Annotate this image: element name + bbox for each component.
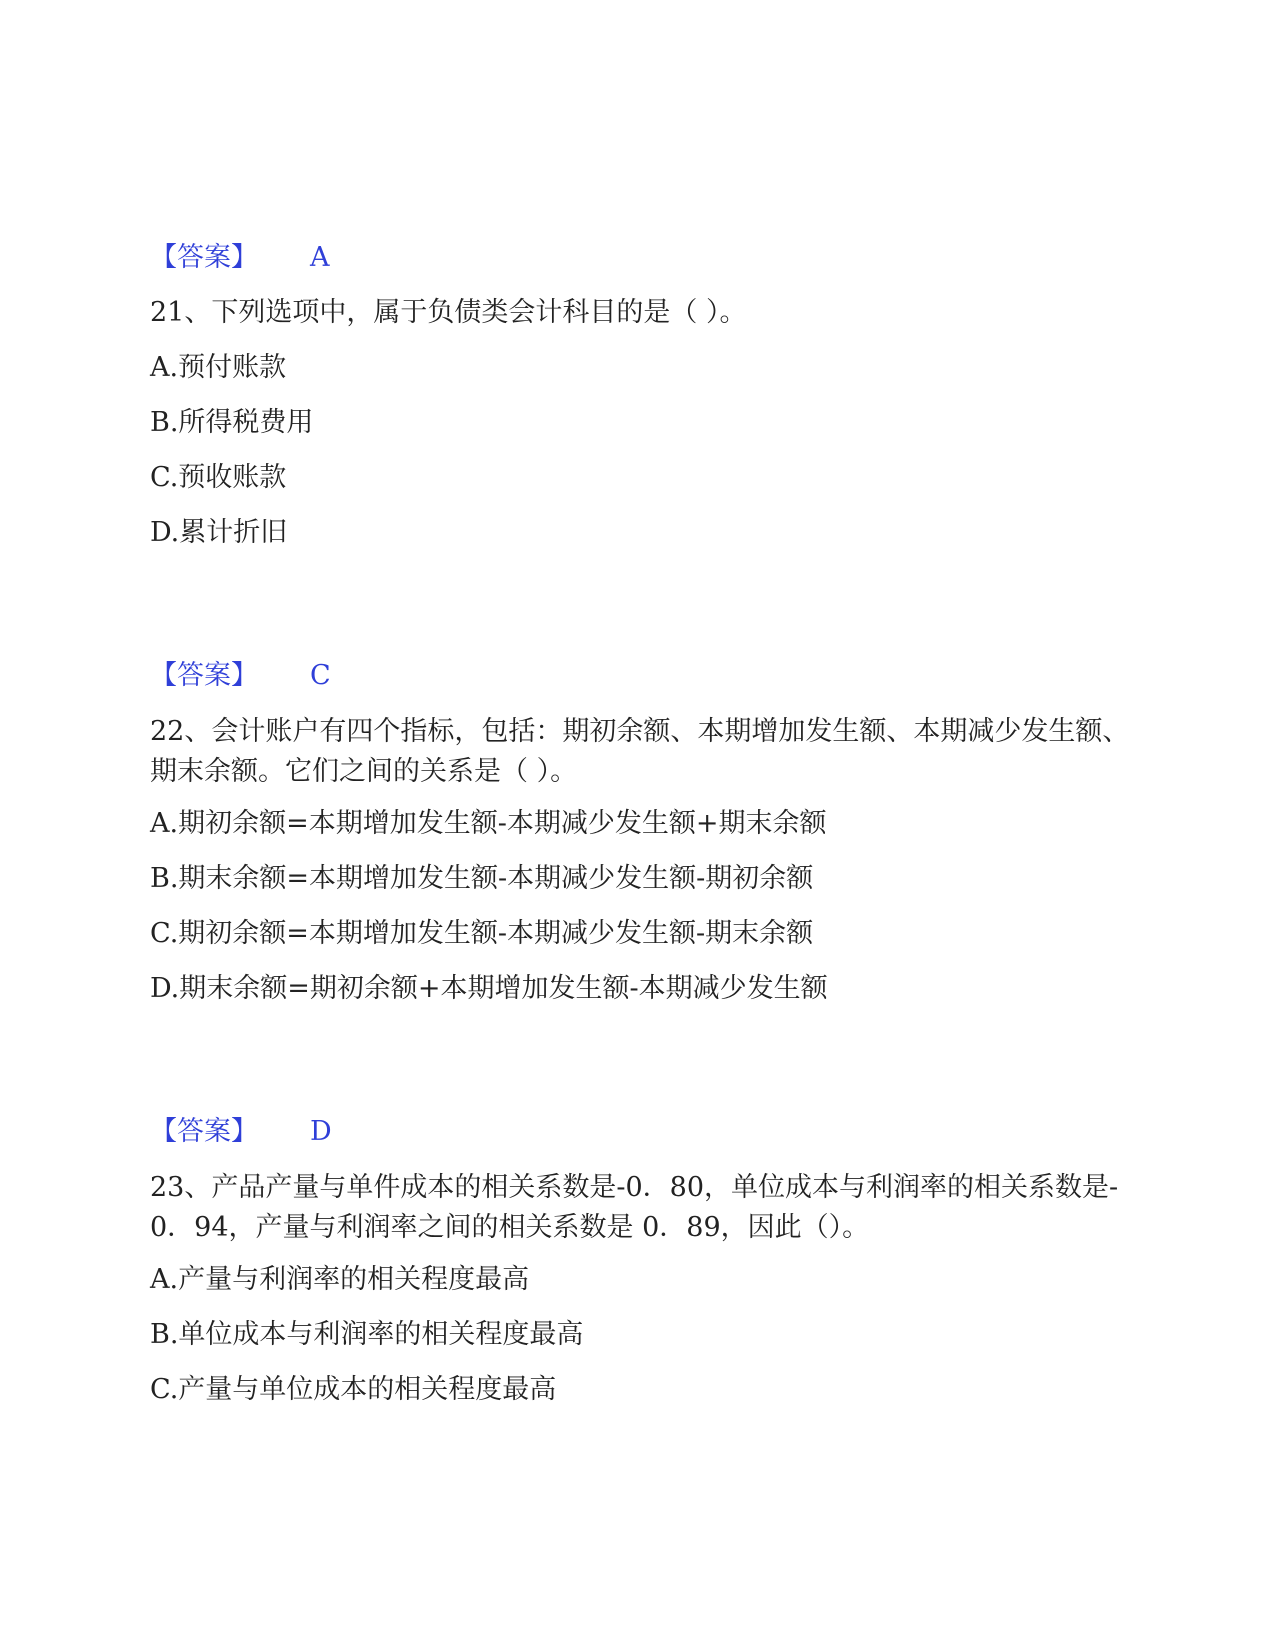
answer-line [150,660,331,692]
answer-label: 【答案】 [150,242,258,273]
option-c: C.产量与单位成本的相关程度最高 [150,1374,557,1405]
answer-line [150,1116,332,1148]
option-a: A.期初余额=本期增加发生额-本期减少发生额+期末余额 [150,808,827,839]
option-b: B.所得税费用 [150,407,314,438]
option-c: C.预收账款 [150,462,287,493]
answer-line [150,242,330,274]
question-text: 21、下列选项中，属于负债类会计科目的是（ ）。 [150,297,747,328]
option-b: B.单位成本与利润率的相关程度最高 [150,1319,584,1350]
option-d: D.累计折旧 [150,517,288,548]
answer-value: C [310,660,331,691]
answer-label: 【答案】 [150,660,258,691]
option-a: A.预付账款 [150,352,287,383]
option-b: B.期末余额=本期增加发生额-本期减少发生额-期初余额 [150,863,814,894]
question-text: 23、产品产量与单件成本的相关系数是-0．80，单位成本与利润率的相关系数是-0．94，产量与利润率之间的相关系数是 0．89，因此（）。 [150,1172,1119,1243]
answer-value: A [310,242,330,273]
answer-value: D [310,1116,332,1147]
option-a: A.产量与利润率的相关程度最高 [150,1264,530,1295]
option-c: C.期初余额=本期增加发生额-本期减少发生额-期末余额 [150,918,814,949]
option-d: D.期末余额=期初余额+本期增加发生额-本期减少发生额 [150,973,828,1004]
answer-label: 【答案】 [150,1116,258,1147]
question-text: 22、会计账户有四个指标，包括：期初余额、本期增加发生额、本期减少发生额、期末余额。它们之间的关系是（ ）。 [150,716,1130,787]
